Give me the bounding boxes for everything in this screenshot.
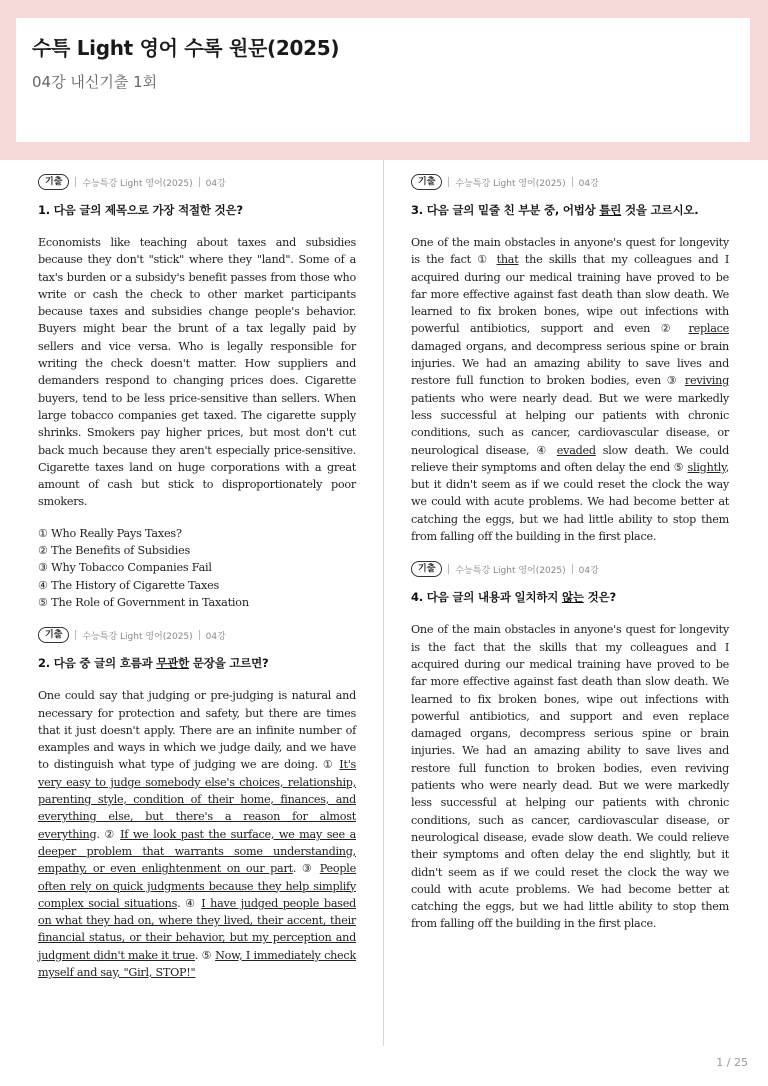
source-label: 수능특강 Light 영어(2025) [82,178,193,189]
choice-3: ③ Why Tobacco Companies Fail [38,561,212,575]
sentence-3: People often rely on quick judgments because they help simplify complex social situations [38,862,356,910]
meta-separator [199,177,200,187]
meta-separator [199,630,200,640]
choice-1: ① Who Really Pays Taxes? [38,526,182,540]
sentence-4: I have judged people based on what they had on, where they lived, their accent, their financial status, or their behavior, but my perception and judgment didn't make it true [38,896,357,962]
meta-separator [572,177,573,187]
question-meta [38,625,356,645]
meta-separator [572,564,573,574]
document-subtitle: 04강 내신기출 1회 [32,73,158,91]
exam-badge: 기출 [38,174,69,190]
page-number: 1 / 25 [716,1056,748,1069]
choice-2: ② The Benefits of Subsidies [38,544,191,558]
question-1-passage: Economists like teaching about taxes and subsidies because they don't "stick" where they "land". Some of a tax's burden or a subsidy's benefit passes from those who write or cash the check to other market participants because taxes and subsidies change people's behavior. Buyers might bear the brunt of a tax legally paid by sellers and vice versa. Who is legally responsible for writing the check doesn't matter. How suppliers and demanders respond to changing prices does. Cigarette buyers, tend to be less price-sensitive than sellers. When large tobacco companies get taxed. The cigarette supply shrinks. Smokers pay higher prices, but most don't cut back much because they aren't especially price-sensitive. Cigarette taxes land on huge corporations with a great amount of cash but stick to disproportionately poor smokers. [38,236,356,509]
question-2-title: 2. 다음 중 글의 흐름과 무관한 문장을 고르면? [38,656,269,671]
lesson-label: 04강 [205,631,226,642]
question-1-title: 1. 다음 글의 제목으로 가장 적절한 것은? [38,203,243,217]
source-label: 수능특강 Light 영어(2025) [82,631,193,642]
question-3 [411,172,729,545]
meta-separator [448,177,449,187]
sentence-2: If we look past the surface, we may see a deeper problem that warrants some understanding, empathy, or even enlightenment on our part [38,827,356,876]
source-label: 수능특강 Light 영어(2025) [455,178,566,189]
underlined-3: reviving [684,374,729,388]
source-label: 수능특강 Light 영어(2025) [455,565,566,576]
right-column [411,172,729,947]
left-column [38,172,356,995]
question-4-passage: One of the main obstacles in anyone's quest for longevity is the fact that the skills that my colleagues and I acquired during our medical training have proved to be far more effective against fast death than slow death. We learned to fix broken bones, wipe out infections with powerful antibiotics, and support and even replace damaged organs, decompress serious spine or brain injuries. We had an amazing ability to save lives and restore full function to broken bodies, even reviving patients who were nearly dead. But we were markedly less successful at helping our patients with chronic conditions, such as cancer, cardiovascular disease, or neurological disease, evade slow death. We could relieve their symptoms and often delay the end slightly, but it didn't seem as if we could reset the clock the way we could with acute problems. We had become better at catching the eggs, but we had little ability to stop them from falling off the building in the first place. [411,623,729,931]
underlined-4: evaded [556,443,596,457]
sentence-5: Now, I immediately check myself and say, "Girl, STOP!" [38,948,356,979]
exam-badge: 기출 [38,627,69,643]
exam-badge: 기출 [411,174,442,190]
exam-badge: 기출 [411,561,442,577]
choice-5: ⑤ The Role of Government in Taxation [38,595,249,609]
question-1 [38,172,356,611]
underlined-5: slightly [687,460,726,474]
meta-separator [448,564,449,574]
column-divider [383,160,384,1046]
question-meta [411,172,729,192]
underlined-1: that [496,253,519,267]
lesson-label: 04강 [205,178,226,189]
choice-4: ④ The History of Cigarette Taxes [38,578,220,592]
sentence-1: It's very easy to judge somebody else's choices, relationship, parenting style, condition of their home, finances, and everything else, but there's a reason for almost everything [38,758,357,841]
question-meta [38,172,356,192]
underlined-2: replace [688,322,729,336]
question-2 [38,625,356,981]
question-meta [411,559,729,579]
document-title: 수특 Light 영어 수록 원문(2025) [32,36,340,60]
question-3-passage: One of the main obstacles in anyone's quest for longevity is the fact ① that the skills that my colleagues and I acquired during our medical training have proved to be far more effective against fast death than slow death. We learned to fix broken bones, wipe out infections with powerful antibiotics, support and even ② replace damaged organs, and decompress serious spine or brain injuries. We had an amazing ability to save lives and restore full function to broken bodies, even ③ reviving patients who were nearly dead. But we were markedly less successful at helping our patients with chronic conditions, such as cancer, cardiovascular disease, or neurological disease, ④ evaded slow death. We could relieve their symptoms and often delay the end ⑤ slightly, but it didn't seem as if we could reset the clock the way we could with acute problems. We had become better at catching the eggs, but we had little ability to stop them from falling off the building in the first place. [411,236,730,544]
meta-separator [75,177,76,187]
meta-separator [75,630,76,640]
question-2-passage: One could say that judging or pre-judging is natural and necessary for protection and safety, but there are times that it just doesn't apply. There are an infinite number of examples and ways in which we judge daily, and we have to distinguish what type of judging we are doing. ① It's very easy to judge somebody else's choices, relationship, parenting style, condition of their home, finances, and everything else, but there's a reason for almost everything. ② If we look past the surface, we may see a deeper problem that warrants some understanding, empathy, or even enlightenment on our part. ③ People often rely on quick judgments because they help simplify complex social situations. ④ I have judged people based on what they had on, where they lived, their accent, their financial status, or their behavior, but my perception and judgment didn't make it true. ⑤ Now, I immediately check myself and say, "Girl, STOP!" [38,689,357,979]
question-3-title: 3. 다음 글의 밑줄 친 부분 중, 어법상 틀린 것을 고르시오. [411,203,699,217]
question-1-choices [38,525,356,611]
question-4-title: 4. 다음 글의 내용과 일치하지 않는 것은? [411,590,616,605]
lesson-label: 04강 [578,565,599,576]
lesson-label: 04강 [578,178,599,189]
question-4 [411,559,729,932]
